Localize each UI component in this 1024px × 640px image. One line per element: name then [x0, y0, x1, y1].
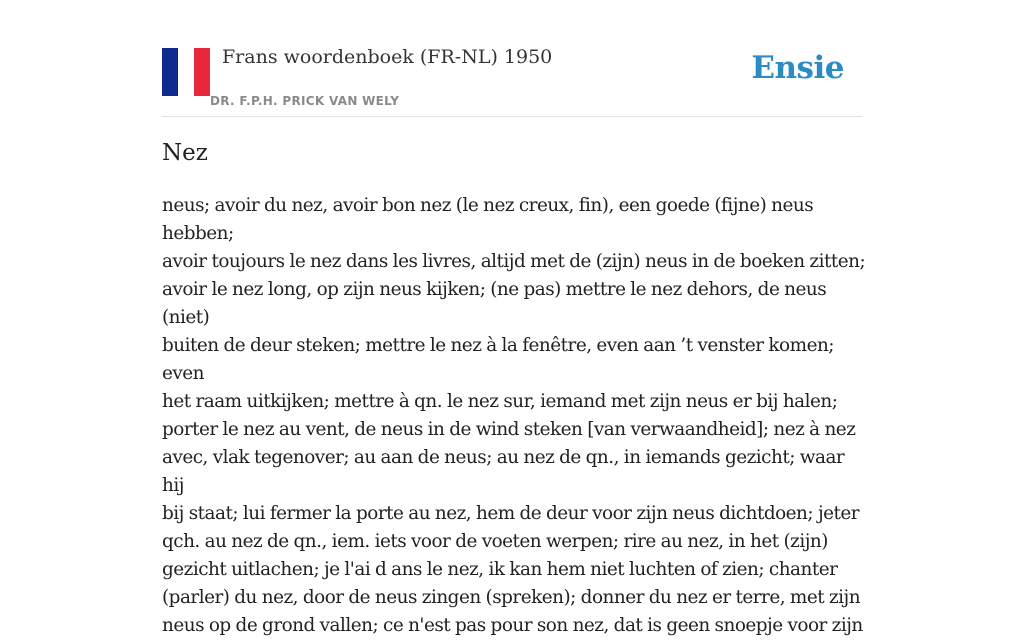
definition-line: avoir le nez long, op zijn neus kijken; (ne pas) mettre le nez dehors, de neus (niet) — [162, 279, 827, 328]
definition-line: qch. au nez de qn., iem. iets voor de voeten werpen; rire au nez, in het (zijn) — [162, 531, 828, 552]
dictionary-header — [162, 0, 862, 117]
definition-line: neus; avoir du nez, avoir bon nez (le nez creux, fin), een goede (fijne) neus hebben; — [162, 195, 814, 244]
flag-blue-stripe — [162, 48, 178, 96]
definition-line: het raam uitkijken; mettre à qn. le nez sur, iemand met zijn neus er bij halen; — [162, 391, 838, 412]
entry-title: Nez — [162, 140, 208, 166]
flag-red-stripe — [194, 48, 210, 96]
ensie-logo-link[interactable]: Ensie — [751, 50, 844, 86]
definition-line: avoir toujours le nez dans les livres, altijd met de (zijn) neus in de boeken zitten; — [162, 251, 866, 272]
definition-line: gezicht uitlachen; je l'ai d ans le nez, ik kan hem niet luchten of zien; chanter — [162, 559, 838, 580]
dictionary-author: DR. F.P.H. PRICK VAN WELY — [210, 94, 400, 108]
definition-line: (parler) du nez, door de neus zingen (spreken); donner du nez er terre, met zijn — [162, 587, 861, 608]
definition-line: avec, vlak tegenover; au aan de neus; au nez de qn., in iemands gezicht; waar hij — [162, 447, 845, 496]
entry-definition — [162, 192, 868, 640]
flag-white-stripe — [178, 48, 194, 96]
definition-line: buiten de deur steken; mettre le nez à la fenêtre, even aan ’t venster komen; even — [162, 335, 834, 384]
definition-line: porter le nez au vent, de neus in de wind steken [van verwaandheid]; nez à nez — [162, 419, 856, 440]
definition-line: neus op de grond vallen; ce n'est pas pour son nez, dat is geen snoepje voor zijn — [162, 615, 863, 636]
french-flag-icon — [162, 48, 210, 96]
definition-line: bij staat; lui fermer la porte au nez, hem de deur voor zijn neus dichtdoen; jeter — [162, 503, 860, 524]
dictionary-title[interactable]: Frans woordenboek (FR-NL) 1950 — [222, 46, 553, 68]
